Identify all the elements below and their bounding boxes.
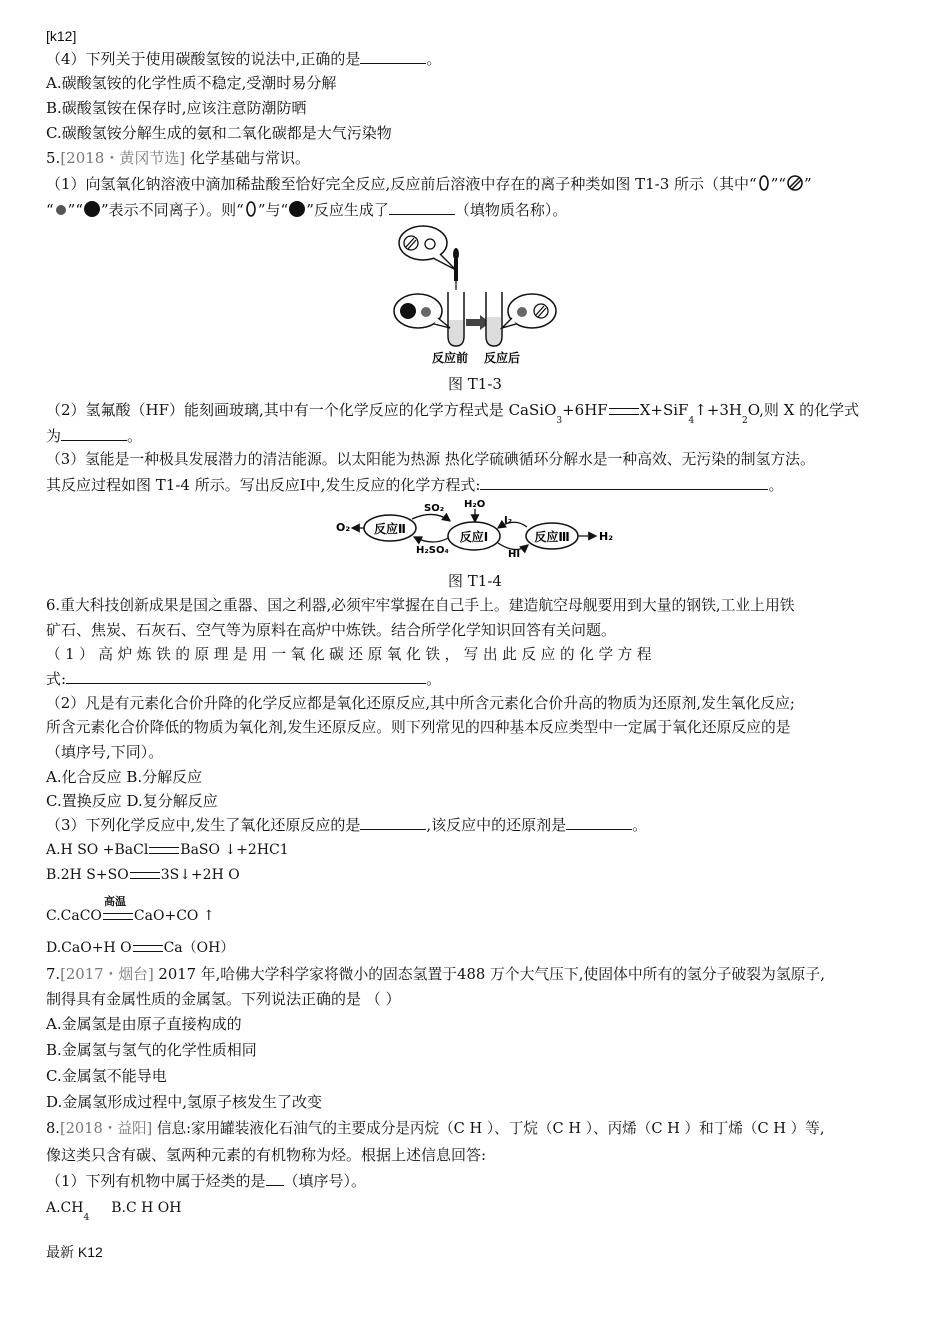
q5-part1-line1: （1）向氢氧化钠溶液中滴加稀盐酸至恰好完全反应,反应前后溶液中存在的离子种类如图 T1-3 所示（其中“ ”“ ” [46,175,812,193]
q6-equation-d: D.CaO+H O Ca（OH） [46,940,235,956]
q8-options: $A.CH_4B.C$ H OH [46,1200,182,1223]
q6-part2-line1: （2）凡是有元素化合价升降的化学反应都是氧化还原反应,其中所含元素化合价升高的物质为还原剂,发生氧化反应; [46,695,795,712]
label-o2: O₂ [336,521,351,534]
q5-part2-line1: （2）氢氟酸（HF）能刻画玻璃,其中有一个化学反应的化学方程式是 CaSiO$_3$+6HF $X+SiF_4↑+3H_2O$,则 X 的化学式 [46,401,860,426]
q5-heading: 5.[2018・黄冈节选] 化学基础与常识。 [46,149,310,167]
q6-equation-a: A.H SO +BaCl BaSO ↓+2HC1 [46,842,289,858]
label-after: 反应后 [483,351,521,365]
q8-part1-answer-blank[interactable] [266,1171,284,1186]
q6-part2-line2: 所含元素化合价降低的物质为氧化剂,发生还原反应。则下列常见的四种基本反应类型中一定属于氧化还原反应的是 [46,719,791,736]
q4-option-b: B.碳酸氢铵在保存时,应该注意防潮防晒 [46,99,307,117]
label-h2o: H₂O [464,499,486,510]
q5-part3-line2: 其反应过程如图 T1-4 所示。写出反应Ⅰ中,发生反应的化学方程式: 。 [46,476,784,494]
test-tube-before [448,292,464,346]
q8-part1: （1）下列有机物中属于烃类的是 （填序号）。 [46,1172,367,1190]
q4-option-c: C.碳酸氢铵分解生成的氨和二氧化碳都是大气污染物 [46,124,392,142]
q5-part1-answer-blank[interactable] [389,200,455,215]
q6-part1-line1: （ 1 ） 高 炉 炼 铁 的 原 理 是 用 一 氧 化 碳 还 原 氧 化 铁 ， 写 出 此 反 应 的 化 学 方 程 [46,646,652,663]
q5-part3-answer-blank[interactable] [480,475,768,490]
q7-line2: 制得具有金属性质的金属氢。下列说法正确的是 （ ） [46,990,401,1008]
label-so2: SO₂ [424,503,445,514]
q5-part2-answer-blank[interactable] [61,426,127,441]
page-header: [k12] [46,28,77,44]
after-bubble [502,294,556,328]
q7-option-a: A.金属氢是由原子直接构成的 [46,1015,242,1033]
label-reaction-1: 反应Ⅰ [459,530,489,544]
q6-equation-b: B.2H S+SO 3S↓+2H O [46,867,240,883]
ion-black-dot-icon [288,200,306,218]
q6-part3-blank-2[interactable] [566,815,632,830]
q4-stem-text: （4）下列关于使用碳酸氢铵的说法中,正确的是 [46,50,361,68]
q5-source: [2018・黄冈节选] [60,149,186,167]
label-hi: HI [508,549,521,560]
label-h2: H₂ [599,530,614,543]
q6-line2: 矿石、焦炭、石灰石、空气等为原料在高炉中炼铁。结合所学化学知识回答有关问题。 [46,621,617,639]
q7-option-d: D.金属氢形成过程中,氢原子核发生了改变 [46,1093,323,1111]
equals-sign [130,872,160,879]
q6-options-ab: A.化合反应 B.分解反应 [46,768,203,786]
q4-stem: （4）下列关于使用碳酸氢铵的说法中,正确的是 。 [46,50,442,68]
equals-sign [133,945,163,952]
figure-t1-4-caption: 图 T1-4 [448,572,502,590]
label-reaction-3: 反应Ⅲ [534,530,570,544]
equals-sign [103,913,133,920]
figure-t1-4 [334,495,618,563]
q8-source: [2018・益阳] [59,1120,153,1137]
q6-line1: 6.重大科技创新成果是国之重器、国之利器,必须牢牢掌握在自己手上。建造航空母舰要用到大量的钢铁,工业上用铁 [46,597,795,614]
q6-part1-answer-blank[interactable] [66,669,426,684]
ion-gray-dot-icon [54,200,68,218]
q8-line2: 像这类只含有碳、氢两种元素的有机物称为烃。根据上述信息回答: [46,1146,487,1164]
figure-t1-3 [386,224,564,370]
ion-hatched-icon [786,174,804,192]
ion-black-dot-icon [83,200,101,218]
q7-source: [2017・烟台] [60,966,154,983]
q6-equation-c-condition: 高温 [104,895,126,908]
q6-equation-c: C.CaCO CaO+CO ↑ [46,908,215,924]
equals-sign [149,847,179,854]
q6-part3: （3）下列化学反应中,发生了氧化还原反应的是 ,该反应中的还原剂是 。 [46,816,648,834]
q6-part1-line2: 式: 。 [46,670,442,688]
q5-part3-line1: （3）氢能是一种极具发展潜力的清洁能源。以太阳能为热源 热化学硫碘循环分解水是一种高效、无污染的制氢方法。 [46,451,815,468]
before-bubble-bottom [394,294,450,328]
page-footer: 最新 K12 [46,1244,103,1260]
label-reaction-2: 反应Ⅱ [374,522,406,536]
test-tube-after [486,292,502,346]
q6-options-cd: C.置换反应 D.复分解反应 [46,792,218,810]
label-h2so4: H₂SO₄ [416,545,449,556]
q7-option-b: B.金属氢与氢气的化学性质相同 [46,1041,257,1059]
ion-ring-icon [757,174,771,192]
q4-option-a: A.碳酸氢铵的化学性质不稳定,受潮时易分解 [46,74,337,92]
q7-line1: 7.[2017・烟台] 2017 年,哈佛大学科学家将微小的固态氢置于488 万个大气压下,使固体中所有的氢分子破裂为氢原子, [46,966,825,983]
q4-answer-blank[interactable] [360,49,426,64]
figure-t1-3-caption: 图 T1-3 [448,375,502,393]
q8-line1: 8.[2018・益阳] 信息:家用罐装液化石油气的主要成分是丙烷（C H ）、丁烷（C H ）、丙烯（C H ）和丁烯（C H ）等, [46,1120,825,1137]
q6-part2-line3: （填序号,下同）。 [46,743,164,761]
q7-option-c: C.金属氢不能导电 [46,1067,167,1085]
equals-sign [609,408,639,415]
ion-ring-icon [244,200,258,218]
label-i2: I₂ [504,515,513,526]
q5-part1-line2: “ ”“ ”表示不同离子）。则“ ”与“ ”反应生成了 （填物质名称）。 [46,201,568,219]
q6-part3-blank-1[interactable] [360,815,426,830]
before-bubble-top [399,226,456,270]
label-before: 反应前 [431,351,469,365]
q5-part2-line2: 为 。 [46,427,143,445]
